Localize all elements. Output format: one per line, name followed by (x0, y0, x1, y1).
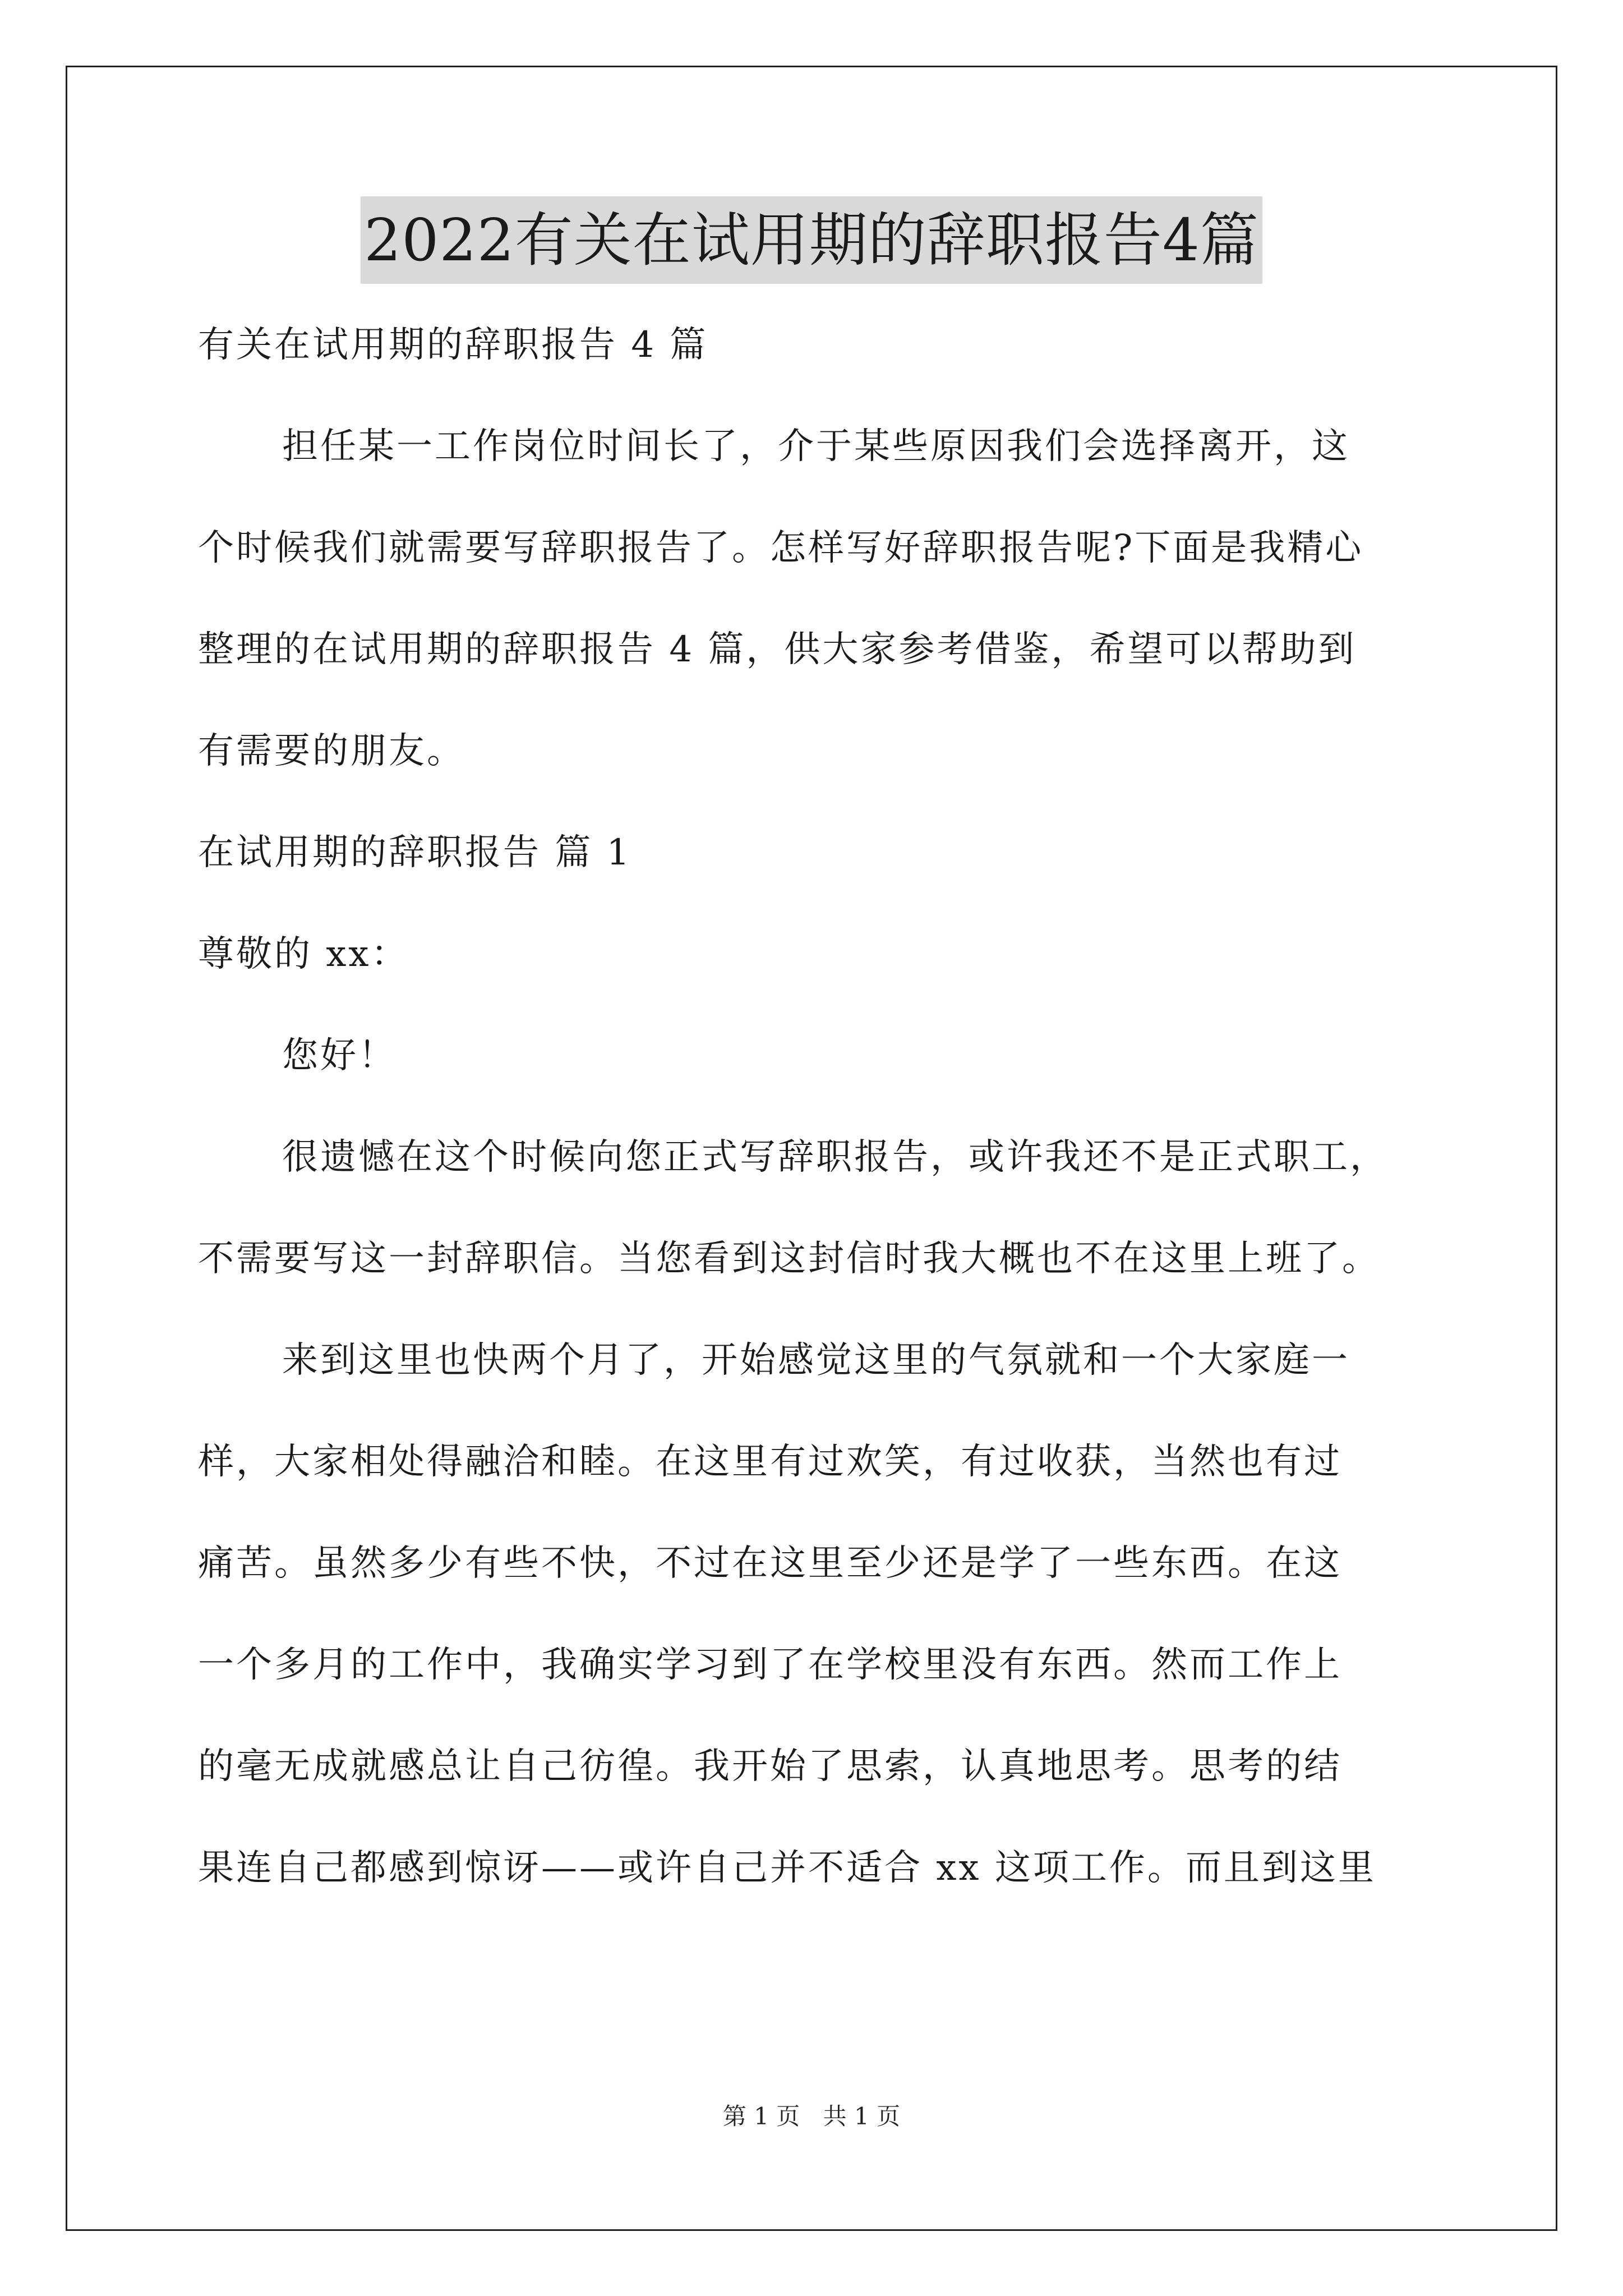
body-line: 不需要写这一封辞职信。当您看到这封信时我大概也不在这里上班了。 (198, 1238, 1380, 1280)
salutation: 尊敬的 xx： (198, 933, 409, 975)
body-line: 的毫无成就感总让自己彷徨。我开始了思索，认真地思考。思考的结 (198, 1746, 1342, 1787)
body-line: 痛苦。虽然多少有些不快，不过在这里至少还是学了一些东西。在这 (198, 1543, 1342, 1584)
page-total: 共 1 页 (823, 2102, 901, 2130)
body-line: 果连自己都感到惊讶——或许自己并不适合 xx 这项工作。而且到这里 (198, 1847, 1376, 1889)
page-number: 第 1 页 (722, 2102, 800, 2130)
body-line: 有需要的朋友。 (198, 730, 465, 772)
body-line: 个时候我们就需要写辞职报告了。怎样写好辞职报告呢?下面是我精心 (198, 527, 1364, 569)
greeting: 您好！ (282, 1035, 396, 1076)
body-line: 一个多月的工作中，我确实学习到了在学校里没有东西。然而工作上 (198, 1644, 1342, 1686)
section-heading: 在试用期的辞职报告 篇 1 (198, 832, 632, 873)
body-line: 很遗憾在这个时候向您正式写辞职报告，或许我还不是正式职工， (282, 1137, 1388, 1178)
body-line: 来到这里也快两个月了，开始感觉这里的气氛就和一个大家庭一 (282, 1340, 1350, 1381)
body-line: 样，大家相处得融洽和睦。在这里有过欢笑，有过收获，当然也有过 (198, 1441, 1342, 1483)
document-body (198, 314, 1460, 1939)
body-line: 担任某一工作岗位时间长了，介于某些原因我们会选择离开，这 (282, 426, 1350, 467)
body-line: 有关在试用期的辞职报告 4 篇 (198, 324, 708, 366)
document-title: 2022有关在试用期的辞职报告4篇 (361, 196, 1262, 284)
title-container (0, 196, 1623, 284)
page-footer (0, 2098, 1623, 2132)
body-line: 整理的在试用期的辞职报告 4 篇，供大家参考借鉴，希望可以帮助到 (198, 629, 1357, 670)
